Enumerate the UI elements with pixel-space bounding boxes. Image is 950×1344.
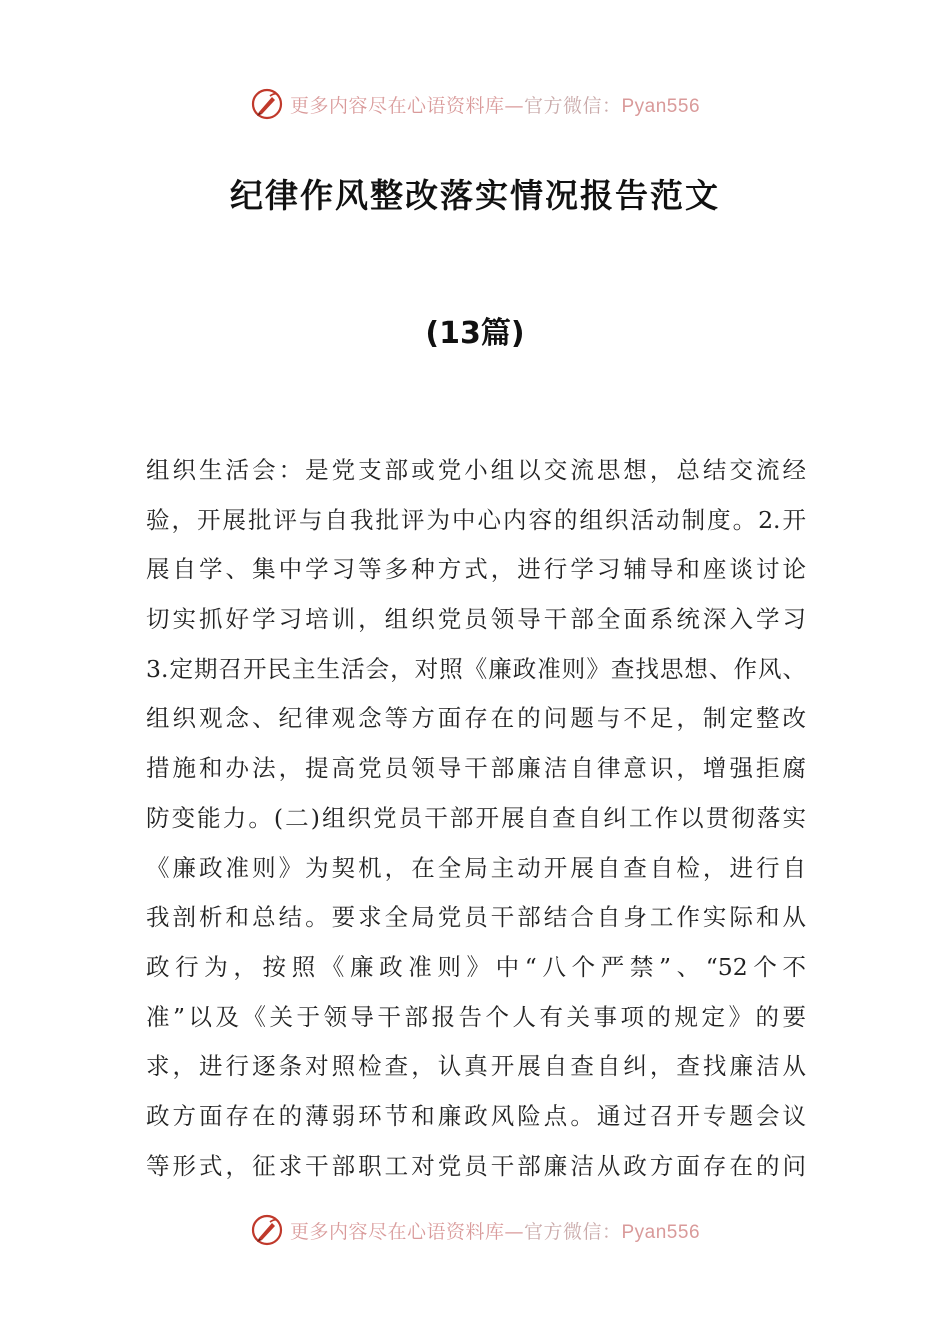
body-line: 政行为，按照《廉政准则》中“八个严禁”、“52个不 xyxy=(146,952,806,981)
body-line: 组织生活会：是党支部或党小组以交流思想，总结交流经 xyxy=(146,456,806,484)
body-line: 准”以及《关于领导干部报告个人有关事项的规定》的要 xyxy=(146,1002,806,1031)
watermark-text: 更多内容尽在心语资料库—官方微信：Pyan556 xyxy=(289,1220,701,1243)
pen-logo-icon xyxy=(250,1213,284,1247)
body-line: 切实抓好学习培训，组织党员领导干部全面系统深入学习 xyxy=(146,605,806,634)
body-line: 展自学、集中学习等多种方式，进行学习辅导和座谈讨论 xyxy=(146,555,806,584)
body-line: 措施和办法，提高党员领导干部廉洁自律意识，增强拒腐 xyxy=(146,754,806,783)
document-title: 纪律作风整改落实情况报告范文 xyxy=(230,176,720,215)
body-line: 防变能力。(二)组织党员干部开展自查自纠工作以贯彻落实 xyxy=(146,803,806,832)
pen-logo-icon xyxy=(250,87,284,121)
body-line: 求，进行逐条对照检查，认真开展自查自纠，查找廉洁从 xyxy=(146,1052,806,1081)
body-line: 我剖析和总结。要求全局党员干部结合自身工作实际和从 xyxy=(146,903,806,932)
header-watermark xyxy=(0,84,950,124)
body-line: 验，开展批评与自我批评为中心内容的组织活动制度。2.开 xyxy=(146,505,806,534)
watermark-text: 更多内容尽在心语资料库—官方微信：Pyan556 xyxy=(289,94,701,117)
body-line: 3.定期召开民主生活会，对照《廉政准则》查找思想、作风、 xyxy=(146,654,806,683)
body-line: 等形式，征求干部职工对党员干部廉洁从政方面存在的问 xyxy=(146,1151,806,1180)
body-line: 组织观念、纪律观念等方面存在的问题与不足，制定整改 xyxy=(146,704,806,733)
footer-watermark xyxy=(0,1210,950,1250)
body-line: 政方面存在的薄弱环节和廉政风险点。通过召开专题会议 xyxy=(146,1101,806,1130)
document-body xyxy=(146,446,806,1191)
body-line: 《廉政准则》为契机，在全局主动开展自查自检，进行自 xyxy=(146,853,806,882)
document-subtitle: (13篇) xyxy=(425,316,525,351)
